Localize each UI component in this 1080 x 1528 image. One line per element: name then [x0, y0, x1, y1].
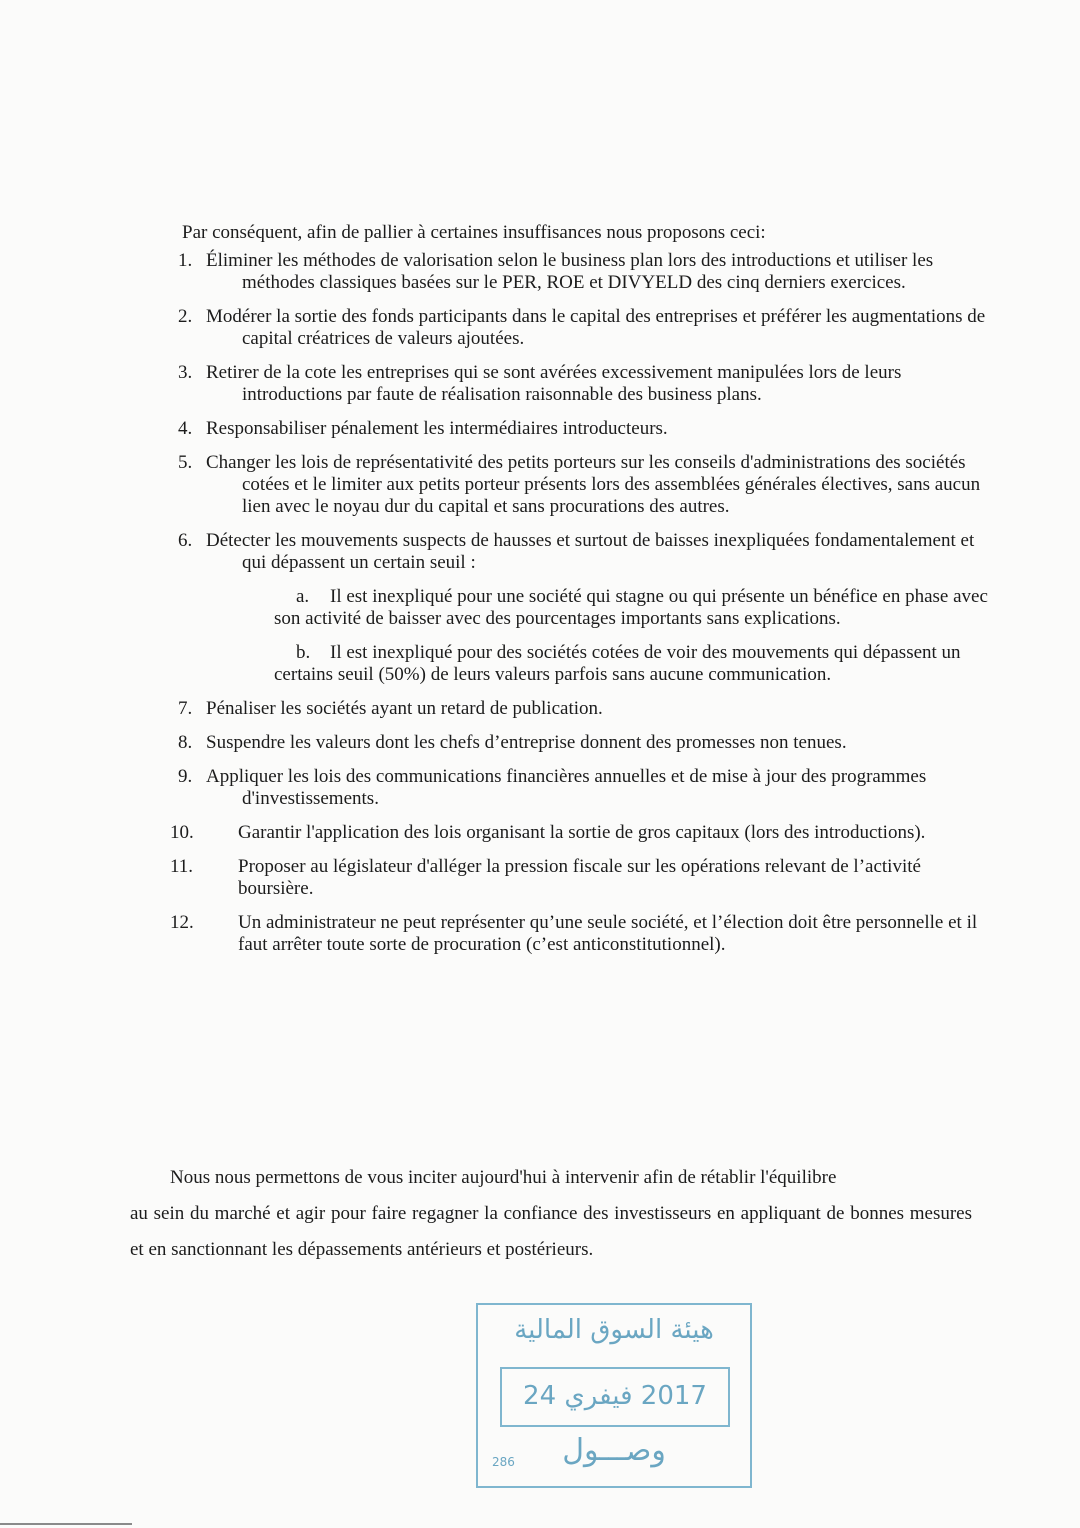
- item-number: 4.: [178, 418, 193, 439]
- item-number: 10.: [170, 822, 194, 843]
- reception-stamp: [476, 1303, 752, 1488]
- intro-paragraph: Par conséquent, afin de pallier à certaines insuffisances nous proposons ceci:: [182, 222, 766, 243]
- sub-item: [274, 586, 1000, 630]
- list-item: [170, 250, 1000, 294]
- closing-rest: au sein du marché et agir pour faire regagner la confiance des investisseurs en appliquant de bonnes mesures et en sanctionnant les dépassements antérieurs et postérieurs.: [130, 1203, 972, 1260]
- item-text: Éliminer les méthodes de valorisation selon le business plan lors des introductions et utiliser les méthodes classiques basées sur le PER, ROE et DIVYELD des cinq derniers exercices.: [206, 250, 934, 293]
- stamp-received-label: وصـــول: [562, 1433, 666, 1468]
- list-item: [170, 362, 1000, 406]
- item-number: 6.: [178, 530, 193, 551]
- stamp-date-box: [500, 1367, 730, 1427]
- scan-edge-line: [0, 1523, 132, 1525]
- item-number: 1.: [178, 250, 193, 271]
- item-number: 9.: [178, 766, 193, 787]
- item-text: Responsabiliser pénalement les intermédiaires introducteurs.: [206, 418, 668, 439]
- list-item: [170, 822, 1000, 844]
- item-text: Détecter les mouvements suspects de hausses et surtout de baisses inexpliquées fondamentalement et qui dépassent un certain seuil :: [206, 530, 975, 573]
- sub-item-letter: b.: [296, 642, 311, 663]
- item-number: 3.: [178, 362, 193, 383]
- item-number: 5.: [178, 452, 193, 473]
- list-item: [170, 418, 1000, 440]
- sub-item: [274, 642, 1000, 686]
- closing-first-line: Nous nous permettons de vous inciter aujourd'hui à intervenir afin de rétablir l'équilibre: [170, 1167, 837, 1188]
- item-number: 12.: [170, 912, 194, 933]
- sub-item-text: Il est inexpliqué pour des sociétés cotées de voir des mouvements qui dépassent un certains seuil (50%) de leurs valeurs parfois sans aucune communication.: [274, 642, 961, 685]
- item-text: Retirer de la cote les entreprises qui se sont avérées excessivement manipulées lors de leurs introductions par faute de réalisation raisonnable des business plans.: [206, 362, 902, 405]
- list-item: [170, 912, 1000, 956]
- item-number: 2.: [178, 306, 193, 327]
- item-text: Garantir l'application des lois organisant la sortie de gros capitaux (lors des introductions).: [238, 822, 926, 843]
- item-text: Appliquer les lois des communications financières annuelles et de mise à jour des programmes d'investissements.: [206, 766, 927, 809]
- item-number: 8.: [178, 732, 193, 753]
- proposals-list: [170, 250, 1000, 968]
- item-number: 7.: [178, 698, 193, 719]
- item-text: Proposer au législateur d'alléger la pression fiscale sur les opérations relevant de l’activité boursière.: [238, 856, 921, 899]
- list-item: [170, 766, 1000, 810]
- item-text: Un administrateur ne peut représenter qu’une seule société, et l’élection doit être personnelle et il faut arrêter toute sorte de procuration (c’est anticonstitutionnel).: [238, 912, 978, 955]
- sub-item-text: Il est inexpliqué pour une société qui stagne ou qui présente un bénéfice en phase avec son activité de baisser avec des pourcentages importants sans explications.: [274, 586, 988, 629]
- list-item: [170, 452, 1000, 518]
- closing-paragraph: [130, 1160, 972, 1268]
- item-text: Pénaliser les sociétés ayant un retard de publication.: [206, 698, 603, 719]
- item-text: Modérer la sortie des fonds participants dans le capital des entreprises et préférer les augmentations de capital créatrices de valeurs ajoutées.: [206, 306, 986, 349]
- list-item: [170, 306, 1000, 350]
- list-item: [170, 530, 1000, 574]
- item-text: Suspendre les valeurs dont les chefs d’entreprise donnent des promesses non tenues.: [206, 732, 847, 753]
- stamp-title: هيئة السوق المالية: [514, 1315, 714, 1345]
- sub-item-letter: a.: [296, 586, 310, 607]
- item-number: 11.: [170, 856, 194, 877]
- list-item: [170, 698, 1000, 720]
- list-item: [170, 856, 1000, 900]
- list-item: [170, 732, 1000, 754]
- stamp-date: 2017 فيفري 24: [523, 1381, 707, 1411]
- stamp-mark: 286: [492, 1455, 515, 1469]
- item-text: Changer les lois de représentativité des petits porteurs sur les conseils d'administrations des sociétés cotées et le limiter aux petits porteur présents lors des assemblées générales électives, sans aucun lien avec le noyau dur du capital et sans procurations des autres.: [206, 452, 981, 517]
